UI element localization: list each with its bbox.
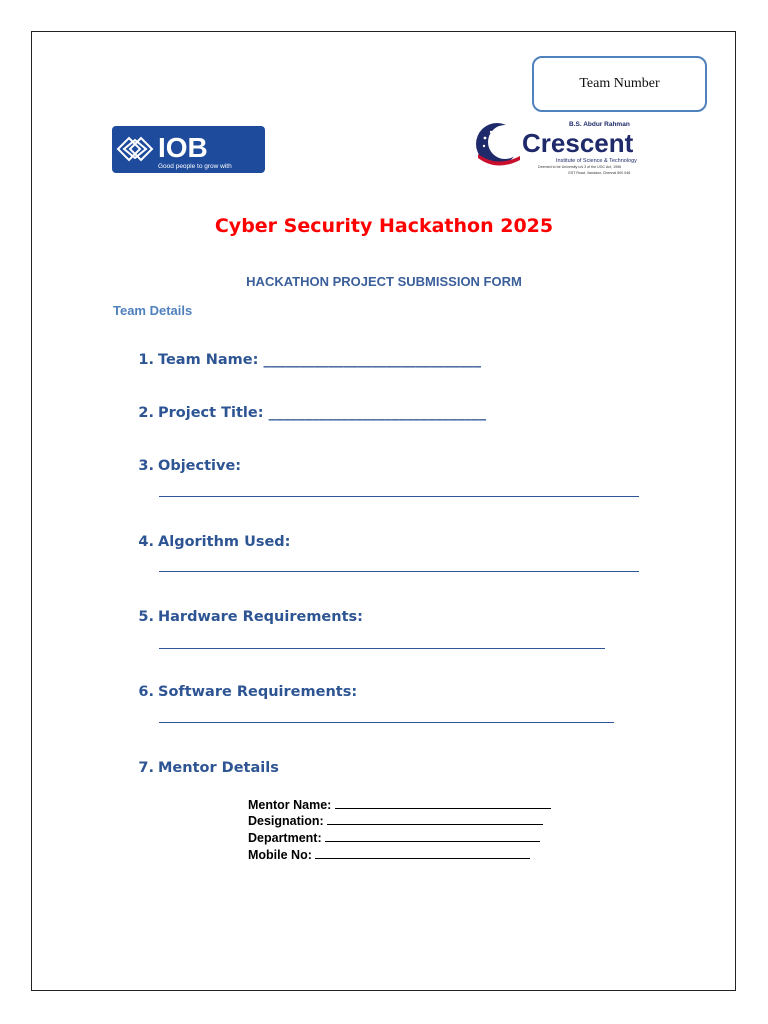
- iob-tagline: Good people to grow with: [158, 163, 232, 170]
- item-label: Team Name: ______________________________: [158, 352, 481, 368]
- item-number: 7.: [138, 760, 154, 776]
- item-number: 4.: [138, 534, 154, 550]
- mobile-label: Mobile No:: [248, 848, 312, 862]
- item-label: Project Title: ______________________________: [158, 405, 487, 421]
- item-number: 3.: [138, 458, 154, 474]
- crescent-logo: [472, 110, 657, 178]
- item-number: 2.: [138, 405, 154, 421]
- crescent-name: Crescent: [522, 128, 634, 158]
- software-answer-line[interactable]: [159, 722, 614, 723]
- mobile-row: [248, 847, 530, 862]
- item-label: Mentor Details: [158, 760, 279, 776]
- form-subtitle: HACKATHON PROJECT SUBMISSION FORM: [246, 274, 522, 289]
- item-number: 1.: [138, 352, 154, 368]
- designation-label: Designation:: [248, 814, 324, 828]
- team-number-label: Team Number: [579, 76, 660, 91]
- item-number: 6.: [138, 684, 154, 700]
- mentor-name-row: [248, 797, 551, 812]
- section-label-team-details: Team Details: [113, 303, 193, 318]
- department-label: Department:: [248, 831, 322, 845]
- designation-row: [248, 813, 543, 828]
- department-row: [248, 830, 540, 845]
- crescent-line2: GST Road, Vandalur, Chennai 600 048: [568, 171, 631, 175]
- designation-field[interactable]: [327, 813, 543, 825]
- mentor-name-label: Mentor Name:: [248, 798, 332, 812]
- item-label: Software Requirements:: [158, 684, 358, 700]
- mobile-field[interactable]: [315, 847, 530, 859]
- item-label: Hardware Requirements:: [158, 609, 363, 625]
- crescent-top-text: B.S. Abdur Rahman: [569, 121, 630, 128]
- item-label: Algorithm Used:: [158, 534, 291, 550]
- team-number-box[interactable]: [532, 56, 707, 112]
- department-field[interactable]: [325, 830, 540, 842]
- objective-answer-line[interactable]: [159, 496, 639, 497]
- mentor-name-field[interactable]: [335, 797, 551, 809]
- item-label: Objective:: [158, 458, 242, 474]
- iob-logo: [112, 126, 265, 173]
- page-title: Cyber Security Hackathon 2025: [214, 215, 554, 237]
- crescent-line1: Deemed to be University u/s 3 of the UGC Act, 1956: [538, 165, 622, 169]
- algorithm-answer-line[interactable]: [159, 571, 639, 572]
- item-number: 5.: [138, 609, 154, 625]
- crescent-sub: Institute of Science & Technology: [556, 158, 637, 164]
- hardware-answer-line[interactable]: [159, 648, 605, 649]
- iob-text: IOB: [158, 132, 208, 163]
